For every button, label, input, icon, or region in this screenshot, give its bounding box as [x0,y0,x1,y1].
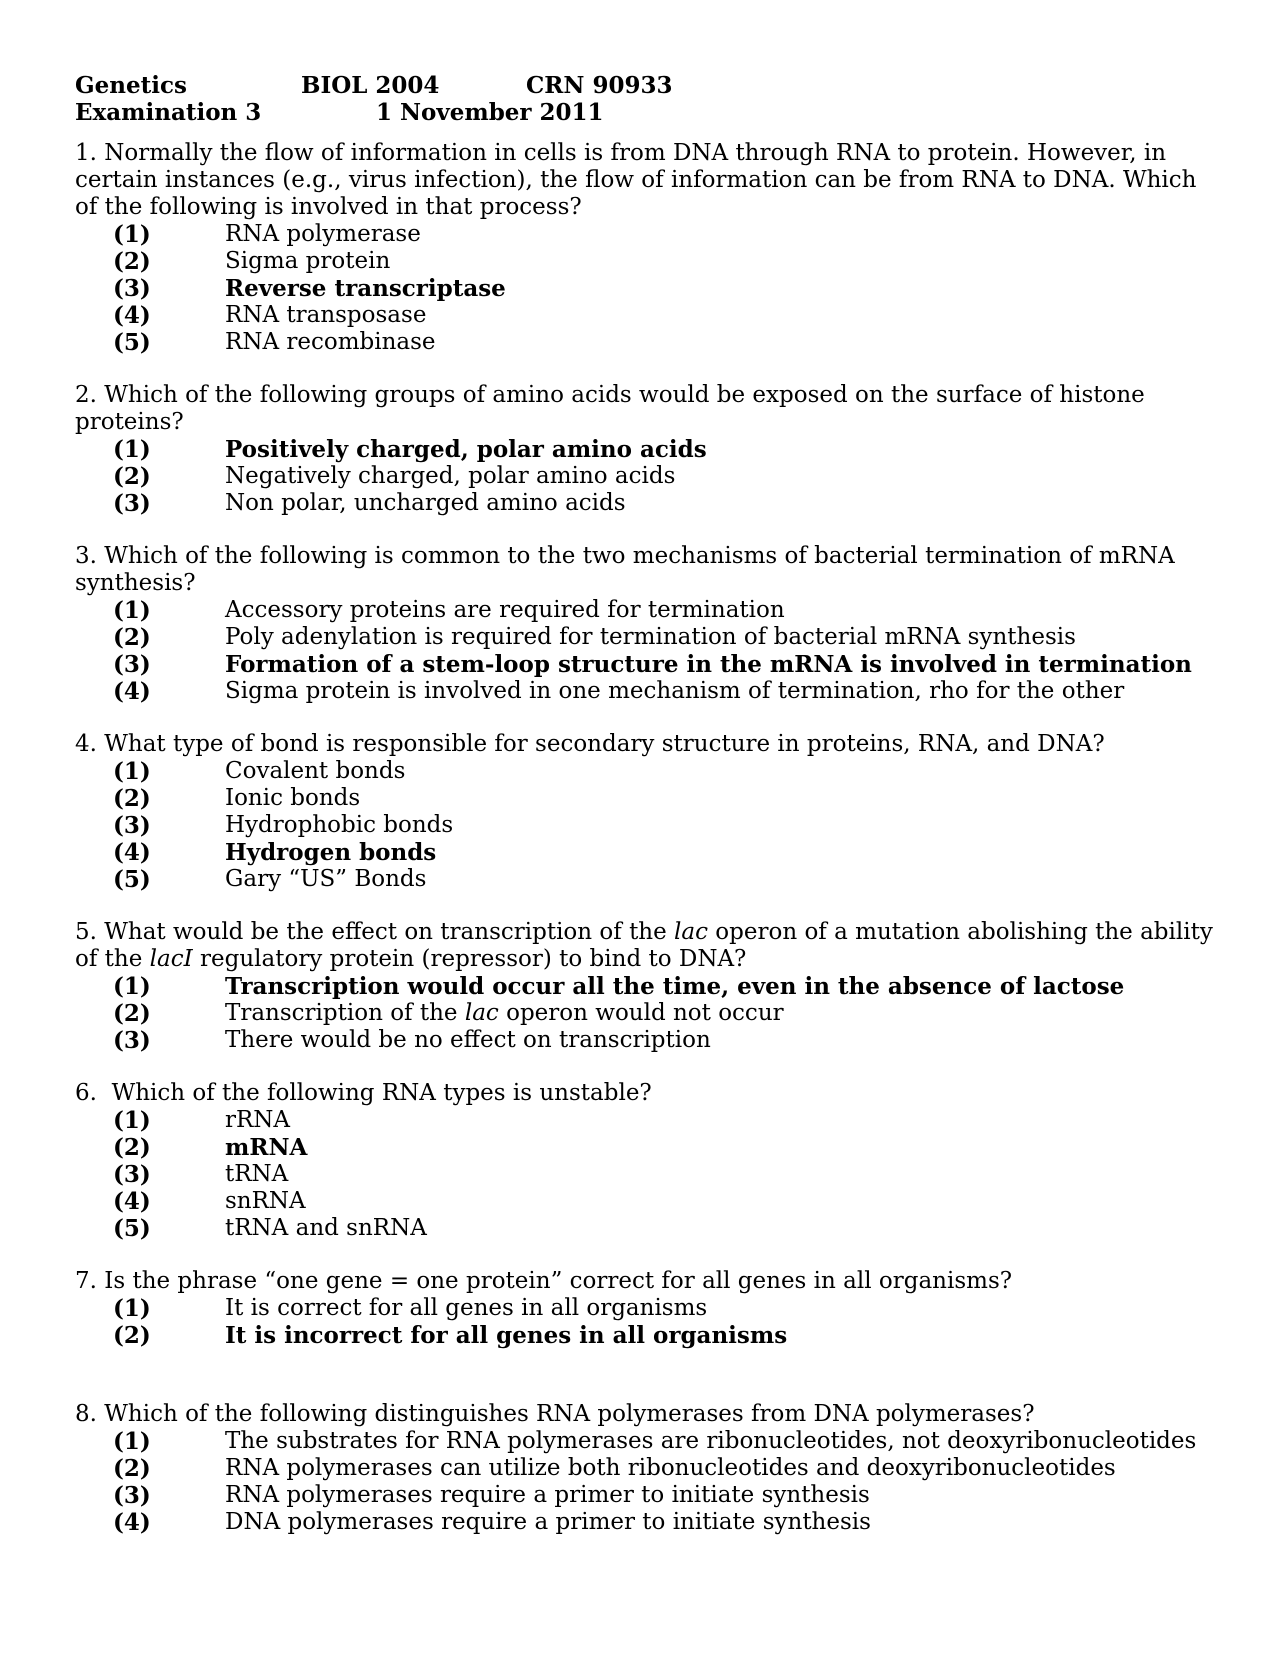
option-text: RNA polymerases can utilize both ribonucleotides and deoxyribonucleotides [225,1455,1116,1481]
option-correct [75,436,1215,463]
option [75,758,1215,785]
option-number: (1) [113,758,151,785]
question-text: 4. What type of bond is responsible for secondary structure in proteins, RNA, and DNA? [75,731,1105,757]
option-text: Formation of a stem-loop structure in the mRNA is involved in termination [225,651,1192,678]
option-number: (5) [113,329,151,356]
option-number: (4) [113,302,151,329]
option [75,1509,1215,1536]
option-text: There would be no effect on transcription [225,1027,711,1053]
option-text: It is incorrect for all genes in all organisms [225,1322,788,1349]
option-text: RNA transposase [225,302,427,328]
option-text: Non polar, uncharged amino acids [225,490,626,516]
option-text: Sigma protein [225,248,391,274]
question-7 [75,1268,1215,1349]
option-text: Covalent bonds [225,758,406,784]
question-5 [75,919,1215,1054]
question-text: 2. Which of the following groups of amino acids would be exposed on the surface of histone proteins? [75,382,1145,435]
option-number: (2) [113,624,151,651]
option [75,1000,1215,1027]
option [75,1482,1215,1509]
question-text: 6. Which of the following RNA types is unstable? [75,1080,652,1106]
option [75,490,1215,517]
option-number: (2) [113,1000,151,1027]
option-number: (4) [113,1188,151,1215]
question-text: 3. Which of the following is common to the two mechanisms of bacterial termination of mRNA synthesis? [75,543,1175,596]
course-code: BIOL 2004 [301,72,440,99]
option-text: Accessory proteins are required for termination [225,597,785,623]
option-text: The substrates for RNA polymerases are ribonucleotides, not deoxyribonucleotides [225,1428,1197,1454]
gene-name-italic: lac [674,919,708,945]
option-text: Poly adenylation is required for termination of bacterial mRNA synthesis [225,624,1076,650]
option-number: (3) [113,812,151,839]
option-number: (1) [113,221,151,248]
question-1 [75,140,1215,356]
question-3 [75,543,1215,705]
option-text: tRNA [225,1161,289,1187]
course-name: Genetics [75,72,187,99]
option [75,302,1215,329]
option-text: RNA polymerase [225,221,421,247]
exam-page [75,72,1215,1562]
option [75,597,1215,624]
option-text: Negatively charged, polar amino acids [225,463,676,489]
option [75,463,1215,490]
option-number: (1) [113,1428,151,1455]
option-number: (1) [113,1107,151,1134]
crn-number: CRN 90933 [526,72,673,99]
option-number: (3) [113,1482,151,1509]
option [75,1295,1215,1322]
option [75,329,1215,356]
option-text [225,1000,784,1027]
option [75,785,1215,812]
question-text-part: regulatory protein (repressor) to bind to DNA? [192,946,747,972]
option-number: (1) [113,973,151,1000]
question-6 [75,1080,1215,1242]
option-number: (2) [113,1455,151,1482]
option [75,221,1215,248]
option-text: Reverse transcriptase [225,275,506,302]
option-text: Transcription would occur all the time, even in the absence of lactose [225,973,1125,1000]
option [75,812,1215,839]
option-number: (1) [113,597,151,624]
option [75,1215,1215,1242]
question-text-part: operon of a mutation abolishing the ability of the [75,919,1213,972]
option-number: (4) [113,839,151,866]
option-text-part: operon would not occur [498,1000,784,1026]
option-text: Sigma protein is involved in one mechanism of termination, rho for the other [225,678,1125,704]
option-number: (2) [113,248,151,275]
question-text-part: 5. What would be the effect on transcription of the [75,919,675,945]
option-number: (1) [113,1295,151,1322]
option-correct [75,973,1215,1000]
option-text: Ionic bonds [225,785,361,811]
option-number: (1) [113,436,151,463]
option-text: Positively charged, polar amino acids [225,436,707,463]
option [75,248,1215,275]
option-text: It is correct for all genes in all organisms [225,1295,708,1321]
option-number: (3) [113,275,151,302]
option-number: (3) [113,1027,151,1054]
option-text: Hydrogen bonds [225,839,437,866]
gene-name-italic: lacI [149,946,193,972]
option-correct [75,275,1215,302]
gene-name-italic: lac [464,1000,499,1026]
option [75,866,1215,893]
option-number: (2) [113,785,151,812]
option-text: RNA polymerases require a primer to initiate synthesis [225,1482,870,1508]
option-number: (3) [113,490,151,517]
option [75,1161,1215,1188]
option [75,1428,1215,1455]
question-text: 1. Normally the flow of information in cells is from DNA through RNA to protein. However, in certain instances (e.g., virus infection), the flow of information can be from RNA to DNA. Which of the following is involved in that process? [75,140,1197,220]
question-2 [75,382,1215,517]
option-correct [75,1322,1215,1349]
exam-date: 1 November 2011 [376,99,604,126]
option-text: mRNA [225,1134,308,1161]
option-number: (4) [113,1509,151,1536]
option-correct [75,839,1215,866]
option [75,1455,1215,1482]
question-text: 8. Which of the following distinguishes RNA polymerases from DNA polymerases? [75,1401,1035,1427]
question-8 [75,1401,1215,1536]
question-4 [75,731,1215,893]
option [75,1027,1215,1054]
option-text: rRNA [225,1107,291,1133]
option-number: (2) [113,1322,151,1349]
option-text-part: Transcription of the [225,1000,465,1026]
option-number: (5) [113,866,151,893]
option-text: DNA polymerases require a primer to initiate synthesis [225,1509,871,1535]
option [75,1107,1215,1134]
question-text [75,919,1215,973]
option [75,1188,1215,1215]
option-text: Gary “US” Bonds [225,866,427,892]
question-text: 7. Is the phrase “one gene = one protein” correct for all genes in all organisms? [75,1268,1013,1294]
option-number: (4) [113,678,151,705]
option-correct [75,1134,1215,1161]
exam-title: Examination 3 [75,99,262,126]
option-text: tRNA and snRNA [225,1215,427,1241]
option-number: (2) [113,1134,151,1161]
option-number: (2) [113,463,151,490]
option-number: (3) [113,1161,151,1188]
option-text: snRNA [225,1188,306,1214]
option-number: (5) [113,1215,151,1242]
option-text: RNA recombinase [225,329,436,355]
option [75,624,1215,651]
option-correct [75,651,1215,678]
exam-header [75,72,1215,126]
option-number: (3) [113,651,151,678]
option-text: Hydrophobic bonds [225,812,454,838]
option [75,678,1215,705]
